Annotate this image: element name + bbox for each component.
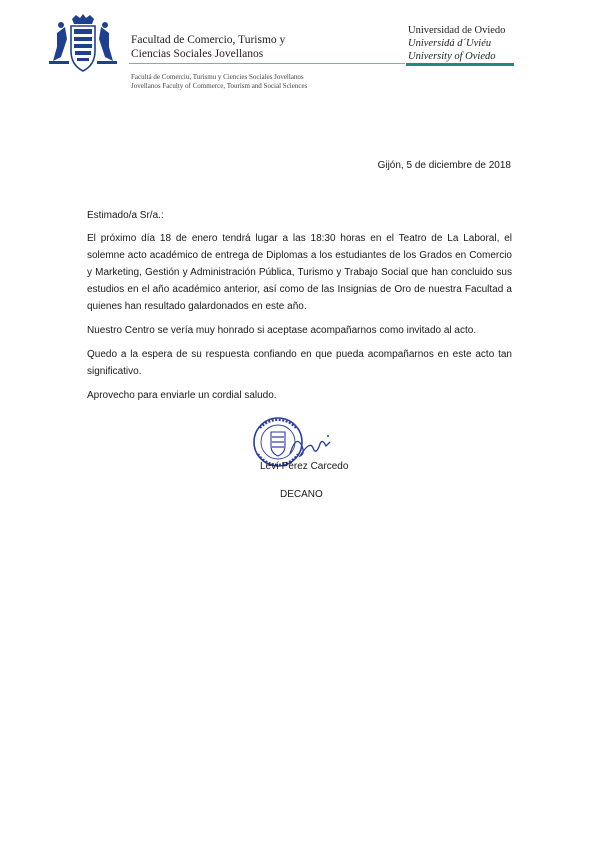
- faculty-name-line1: Facultad de Comercio, Turismo y: [131, 34, 286, 46]
- university-name-es: Universidad de Oviedo: [408, 25, 506, 36]
- paragraph-line: El próximo día 18 de enero tendrá lugar a las 18:30 horas en el Teatro de La Laboral, el: [87, 233, 512, 244]
- university-crest-logo: [47, 13, 119, 75]
- paragraph-line: quienes han resultado galardonados en este año.: [87, 301, 307, 312]
- paragraph-line: y Marketing, Gestión y Administración Pública, Turismo y Trabajo Social que han concluido sus: [87, 267, 512, 278]
- signer-role: DECANO: [280, 489, 323, 500]
- paragraph-line: Quedo a la espera de su respuesta confiando en que pueda acompañarnos en este acto tan: [87, 349, 512, 360]
- paragraph-closing: Aprovecho para enviarle un cordial saludo.: [87, 390, 277, 401]
- paragraph-line: significativo.: [87, 366, 142, 377]
- faculty-subtitle-ast: Facultá de Comerciu, Turismu y Ciencies Sociales Jovellanos: [131, 73, 304, 81]
- university-name-en: University of Oviedo: [408, 51, 496, 62]
- letter-date: Gijón, 5 de diciembre de 2018: [377, 160, 511, 171]
- header-accent-rule: [406, 63, 514, 66]
- university-name-ast: Universidá d´Uviéu: [408, 38, 492, 49]
- paragraph-invitation: Nuestro Centro se vería muy honrado si aceptase acompañarnos como invitado al acto.: [87, 325, 477, 336]
- header-rule: [129, 63, 405, 64]
- faculty-name-line2: Ciencias Sociales Jovellanos: [131, 48, 264, 60]
- letter-greeting: Estimado/a Sr/a.:: [87, 210, 164, 221]
- paragraph-line: estudios en el año académico anterior, así como de las Insignias de Oro de nuestra Facultad a: [87, 284, 512, 295]
- signer-name: Leví Pérez Carcedo: [260, 461, 349, 472]
- paragraph-line: solemne acto académico de entrega de Diplomas a los estudiantes de los Grados en Comercio: [87, 250, 512, 261]
- faculty-subtitle-en: Jovellanos Faculty of Commerce, Tourism and Social Sciences: [131, 82, 308, 90]
